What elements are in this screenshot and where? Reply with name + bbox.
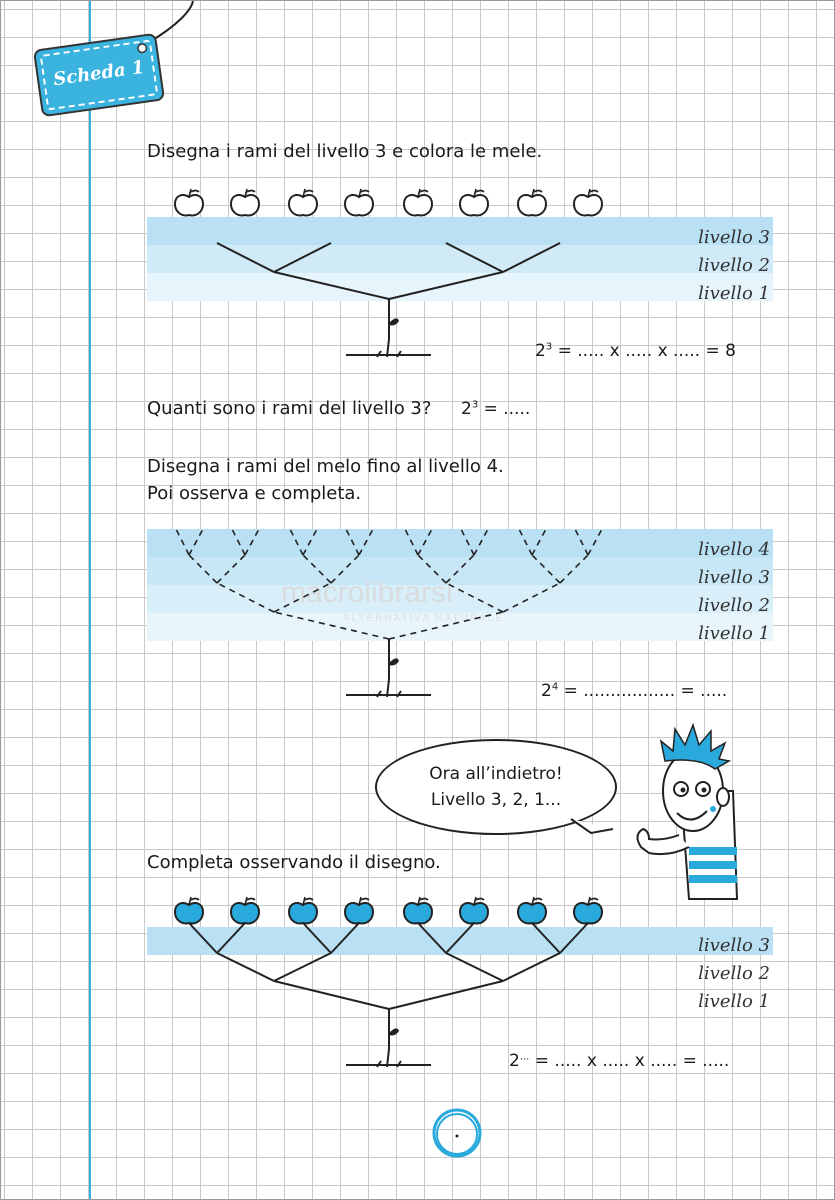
- exercise2-level-2-label: livello 2: [698, 595, 770, 616]
- exercise1-level-2-label: livello 2: [698, 255, 770, 276]
- exercise2-level-4-label: livello 4: [698, 539, 770, 560]
- question-answer-exp: 3: [471, 399, 479, 411]
- question-text: Quanti sono i rami del livello 3?: [147, 398, 432, 419]
- exercise3-tree: [1, 1, 835, 1200]
- exercise2-equation-base: 2: [541, 681, 552, 701]
- speech-bubble-line2: Livello 3, 2, 1...: [430, 790, 562, 810]
- exercise3-equation-rest: = ..... x ..... x ..... = .....: [529, 1051, 730, 1071]
- exercise2-equation-rest: = ................. = .....: [558, 681, 728, 701]
- exercise3-equation: [509, 1051, 729, 1071]
- exercise3-level-1-label: livello 1: [698, 991, 770, 1012]
- watermark-tagline: ALTERNATIVA NATURALE: [343, 613, 504, 624]
- tag-label: Scheda 1: [51, 56, 146, 91]
- exercise3-equation-base: 2: [509, 1051, 520, 1071]
- watermark-brand: macrolibrarsi: [281, 576, 453, 609]
- exercise3-instruction: Completa osservando il disegno.: [147, 852, 441, 873]
- exercise2-level-1-label: livello 1: [698, 623, 770, 644]
- exercise1-equation-base: 2: [535, 341, 546, 361]
- exercise3-level-2-label: livello 2: [698, 963, 770, 984]
- exercise1-equation-exp: 3: [545, 341, 553, 353]
- exercise3-equation-exp: ...: [519, 1051, 530, 1063]
- page-number-circle-icon: [429, 1105, 485, 1161]
- exercise1-level-1-label: livello 1: [698, 283, 770, 304]
- speech-bubble-line1: Ora all’indietro!: [429, 764, 563, 784]
- exercise2-instruction-line1: Disegna i rami del melo fino al livello 4.: [147, 456, 504, 477]
- exercise2-level-3-label: livello 3: [698, 567, 770, 588]
- exercise1-instruction: Disegna i rami del livello 3 e colora le mele.: [147, 141, 543, 162]
- exercise3-level-3-label: livello 3: [698, 935, 770, 956]
- question-answer-base: 2: [461, 399, 472, 419]
- exercise2-instruction-line2: Poi osserva e completa.: [147, 483, 362, 504]
- exercise2-equation-exp: 4: [551, 681, 559, 693]
- exercise1-equation-rest: = ..... x ..... x ..... = 8: [552, 341, 736, 361]
- exercise1-level-3-label: livello 3: [698, 227, 770, 248]
- question-answer-rest: = .....: [478, 399, 531, 419]
